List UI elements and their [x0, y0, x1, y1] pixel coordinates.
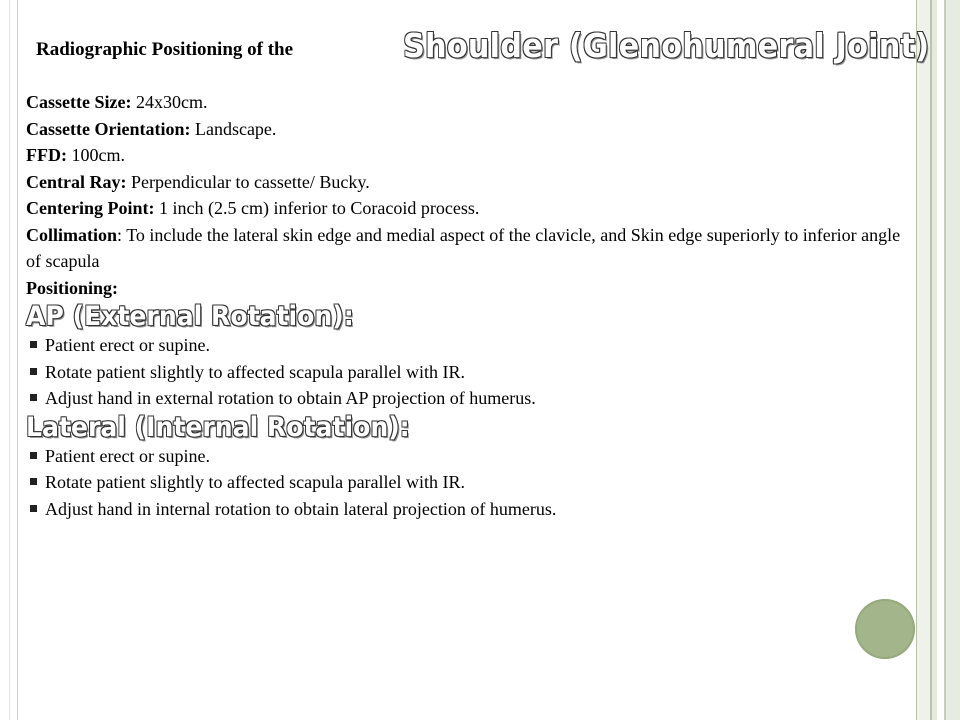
slide-title — [36, 26, 930, 70]
spec-value: : To include the lateral skin edge and medial aspect of the clavicle, and Skin edge superiorly to inferior angle of scapula — [26, 224, 901, 271]
list-item-text: Adjust hand in internal rotation to obtain lateral projection of humerus. — [45, 498, 557, 519]
list-item — [26, 359, 911, 386]
positioning-label: Positioning: — [26, 277, 119, 298]
list-item — [26, 443, 911, 470]
spec-value: 1 inch (2.5 cm) inferior to Coracoid process. — [154, 198, 480, 218]
spec-ffd — [26, 142, 911, 169]
list-item — [26, 496, 911, 523]
list-item-text: Rotate patient slightly to affected scapula parallel with IR. — [45, 361, 466, 382]
list-item — [26, 469, 911, 496]
spec-central-ray — [26, 169, 911, 196]
square-bullet-icon — [30, 452, 37, 459]
spec-label: Cassette Orientation: — [26, 118, 191, 139]
ap-bullet-list — [26, 332, 911, 412]
list-item — [26, 385, 911, 412]
spec-value: 24x30cm. — [131, 92, 208, 112]
left-border — [0, 0, 18, 720]
spec-centering-point — [26, 195, 911, 222]
square-bullet-icon — [30, 368, 37, 375]
list-item-text: Rotate patient slightly to affected scapula parallel with IR. — [45, 472, 466, 492]
spec-label: Central Ray: — [26, 171, 127, 192]
right-decorative-border — [916, 0, 960, 720]
square-bullet-icon — [30, 478, 37, 485]
ap-section-heading: AP (External Rotation): — [26, 301, 354, 332]
list-item — [26, 332, 911, 359]
spec-value: 100cm. — [66, 145, 125, 165]
spec-collimation — [26, 222, 911, 275]
spec-label: Cassette Size: — [26, 92, 132, 112]
lateral-bullet-list — [26, 443, 911, 523]
slide-content — [26, 89, 911, 522]
list-item-text: Adjust hand in external rotation to obtain AP projection of humerus. — [45, 388, 536, 408]
square-bullet-icon — [30, 394, 37, 401]
spec-label: Centering Point: — [26, 198, 155, 218]
title-prefix: Radiographic Positioning of the — [36, 39, 294, 60]
spec-label: Collimation — [26, 224, 118, 245]
list-item-text: Patient erect or supine. — [45, 335, 210, 355]
spec-cassette-size — [26, 89, 911, 116]
lateral-section-heading: Lateral (Internal Rotation): — [26, 411, 410, 443]
spec-cassette-orientation — [26, 116, 911, 143]
spec-value: Perpendicular to cassette/ Bucky. — [126, 171, 370, 192]
list-item-text: Patient erect or supine. — [45, 445, 210, 466]
square-bullet-icon — [30, 341, 37, 348]
square-bullet-icon — [30, 505, 37, 512]
spec-label: FFD: — [26, 145, 67, 165]
decorative-circle — [855, 599, 915, 659]
title-main: Shoulder (Glenohumeral Joint) — [403, 26, 930, 65]
spec-value: Landscape. — [190, 118, 277, 139]
